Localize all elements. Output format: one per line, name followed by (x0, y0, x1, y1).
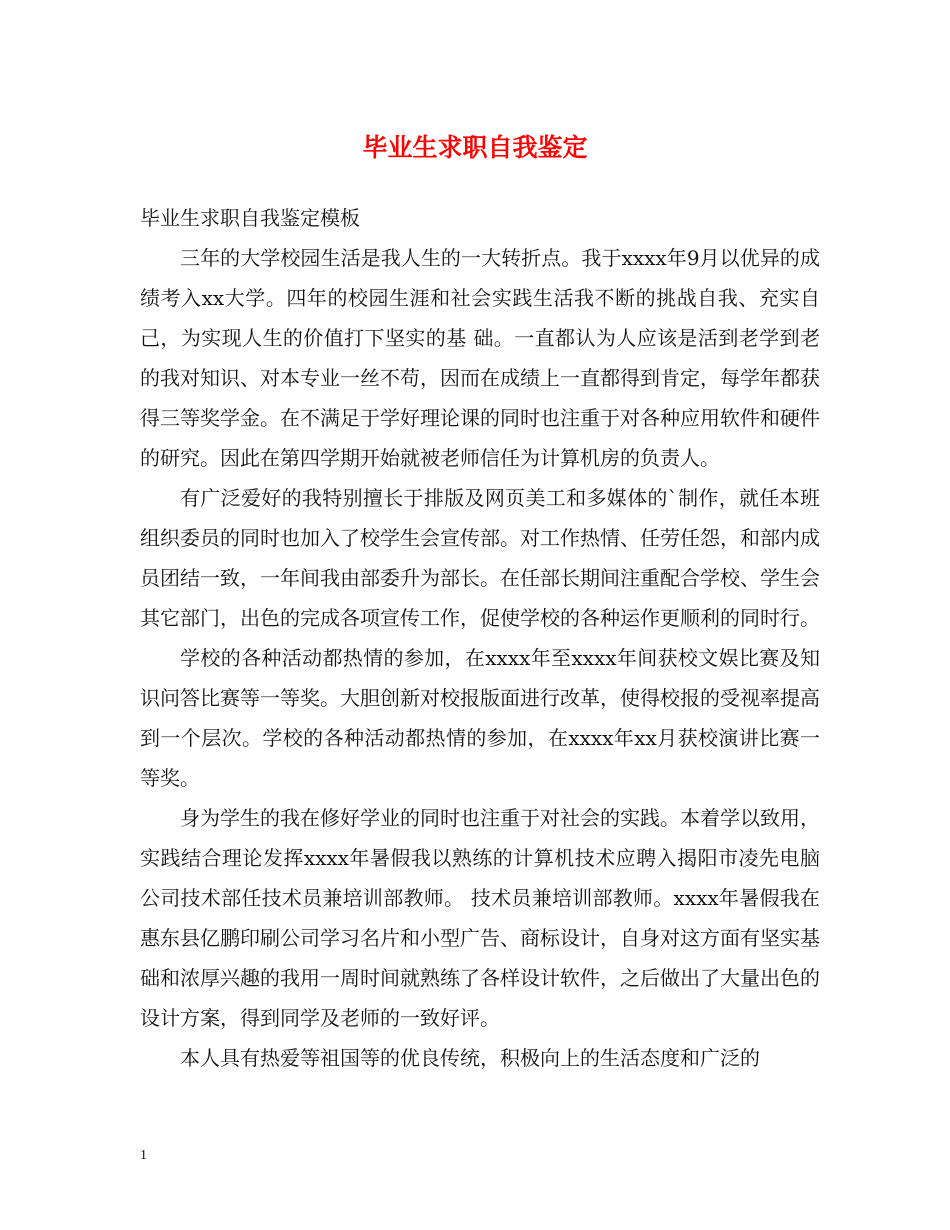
paragraph-4: 身为学生的我在修好学业的同时也注重于对社会的实践。本着学以致用，实践结合理论发挥xxxx年暑假我以熟练的计算机技术应聘入揭阳市凌先电脑公司技术部任技术员兼培训部教师。 技术员兼培训部教师。xxxx年暑假我在惠东县亿鹏印刷公司学习名片和小型广告、商标设计，自身对这方面有坚实基础和浓厚兴趣的我用一周时间就熟练了各样设计软件，之后做出了大量出色的设计方案，得到同学及老师的一致好评。 (140, 806, 820, 1030)
document-title: 毕业生求职自我鉴定 (362, 133, 588, 162)
paragraph-1: 三年的大学校园生活是我人生的一大转折点。我于xxxx年9月以优异的成绩考入xx大学。四年的校园生涯和社会实践生活我不断的挑战自我、充实自己，为实现人生的价值打下坚实的基 础。一直都认为人应该是活到老学到老的我对知识、对本专业一丝不苟，因而在成绩上一直都得到肯定，每学年都获得三等奖学金。在不满足于学好理论课的同时也注重于对各种应用软件和硬件的研究。因此在第四学期开始就被老师信任为计算机房的负责人。 (140, 246, 820, 470)
document-subtitle: 毕业生求职自我鉴定模板 (140, 206, 360, 230)
paragraph-5: 本人具有热爱等祖国等的优良传统，积极向上的生活态度和广泛的 (180, 1046, 760, 1070)
page-number: 1 (140, 1148, 147, 1163)
paragraph-2: 有广泛爱好的我特别擅长于排版及网页美工和多媒体的`制作，就任本班组织委员的同时也加入了校学生会宣传部。对工作热情、任劳任怨，和部内成员团结一致，一年间我由部委升为部长。在任部长期间注重配合学校、学生会其它部门，出色的完成各项宣传工作，促使学校的各种运作更顺利的同时行。 (140, 486, 820, 630)
document-body (140, 198, 820, 1078)
paragraph-3: 学校的各种活动都热情的参加，在xxxx年至xxxx年间获校文娱比赛及知识问答比赛等一等奖。大胆创新对校报版面进行改革，使得校报的受视率提高到一个层次。学校的各种活动都热情的参加，在xxxx年xx月获校演讲比赛一等奖。 (140, 646, 820, 790)
